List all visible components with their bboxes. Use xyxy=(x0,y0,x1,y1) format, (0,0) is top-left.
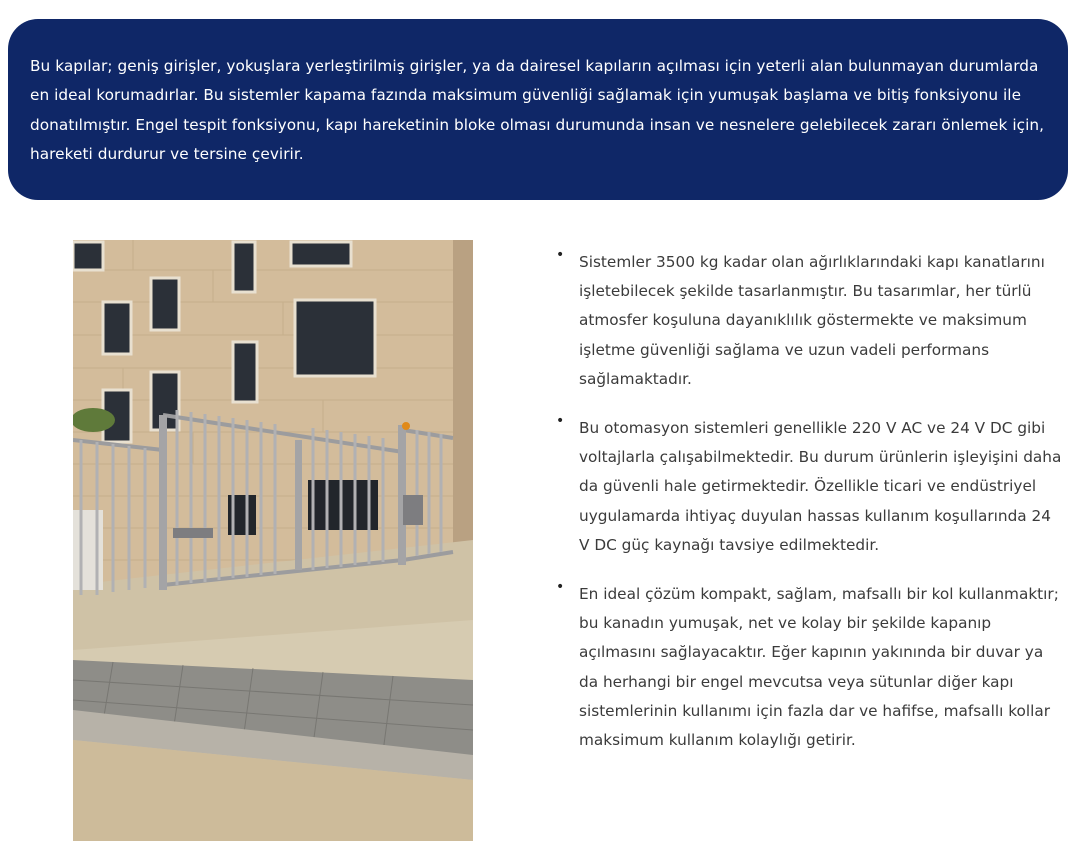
feature-item xyxy=(553,248,1063,394)
bullet-icon: • xyxy=(556,247,565,263)
intro-banner xyxy=(8,19,1068,200)
feature-list xyxy=(553,248,1063,775)
feature-text: En ideal çözüm kompakt, sağlam, mafsallı bir kol kullanmaktır; bu kanadın yumuşak, net ve kolay bir şekilde kapanıp açılmasını sağlayacaktır. Eğer kapının yakınında bir duvar ya da herhangi bir engel mevcutsa veya sütunlar diğer kapı sistemlerinin kullanımı için fazla dar ve hafifse, mafsallı kollar maksimum kullanım kolaylığı getirir. xyxy=(579,585,1059,750)
bullet-icon: • xyxy=(556,413,565,430)
feature-text: Bu otomasyon sistemleri genellikle 220 V AC ve 24 V DC gibi voltajlarla çalışabilmektedir. Bu durum ürünlerin işleyişini daha da güvenli hale getirmektedir. Özellikle ticari ve endüstriyel uygulamarda ihtiyaç duyulan hassas kullanım koşullarında 24 V DC güç kaynağı tavsiye edilmektedir. xyxy=(579,419,1062,554)
gate-photo xyxy=(73,240,473,841)
feature-item xyxy=(553,580,1063,755)
feature-item xyxy=(553,414,1063,560)
intro-text: Bu kapılar; geniş girişler, yokuşlara yerleştirilmiş girişler, ya da dairesel kapıların açılması için yeterli alan bulunmayan durumlarda en ideal korumadırlar. Bu sistemler kapama fazında maksimum güvenliği sağlamak için yumuşak başlama ve bitiş fonksiyonu ile donatılmıştır. Engel tespit fonksiyonu, kapı hareketinin bloke olması durumunda insan ve nesnelere gelebilecek zararı önlemek için, hareketi durdurur ve tersine çevirir. xyxy=(30,57,1045,163)
feature-text: Sistemler 3500 kg kadar olan ağırlıklarındaki kapı kanatlarını işletebilecek şekilde tasarlanmıştır. Bu tasarımlar, her türlü atmosfer koşuluna dayanıklılık göstermekte ve maksimum işletme güvenliği sağlama ve uzun vadeli performans sağlamaktadır. xyxy=(579,253,1045,388)
bullet-icon: • xyxy=(556,579,565,596)
